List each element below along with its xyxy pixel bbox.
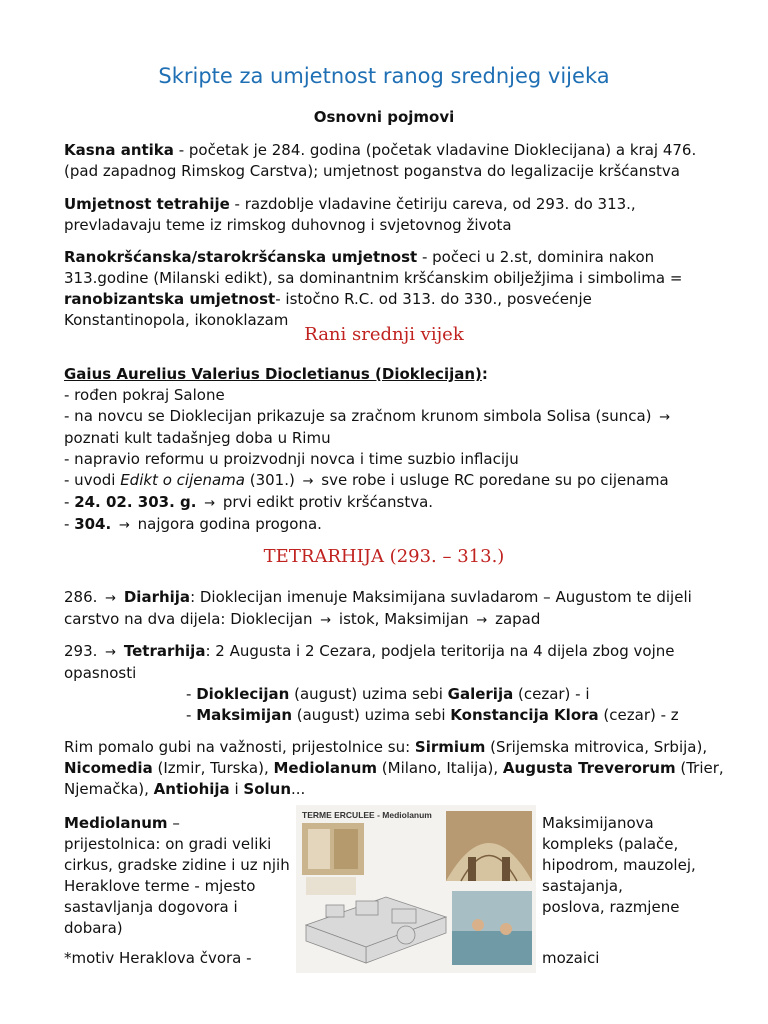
term-text: : Dioklecijan imenuje Maksimijana suvladarom – Augustom te dijeli <box>190 588 692 606</box>
mediolanum-right-column <box>542 813 712 918</box>
capitals-block <box>64 737 724 800</box>
column-line: cirkus, gradske zidine i uz njih <box>64 856 290 874</box>
arrow-icon: → <box>659 410 671 425</box>
term-text: - razdoblje vladavine četiriju careva, od 293. do 313., prevladavaju teme iz rimskog duhovnog i svjetovnog života <box>64 195 636 234</box>
bullet-line: - napravio reformu u proizvodnji novca i time suzbio inflaciju <box>64 450 519 468</box>
term-text-2: - istočno R.C. od 313. do 330., posvećenje Konstantinopola, ikonoklazam <box>64 290 592 329</box>
year-label: 304. <box>74 515 112 533</box>
city-name: Augusta Treverorum <box>502 759 676 777</box>
year-label: 286. <box>64 588 103 606</box>
bullet-prefix: - <box>64 515 75 533</box>
capitals-text: i <box>229 780 244 798</box>
ruler-text: (cezar) - z <box>598 706 679 724</box>
edict-year: (301.) <box>244 471 300 489</box>
bullet-line: - na novcu se Dioklecijan prikazuje sa zračnom krunom simbola Solisa (sunca) <box>64 407 657 425</box>
term-ranokrscanska <box>64 247 714 331</box>
capitals-text: (Izmir, Turska), <box>152 759 274 777</box>
term-label: Kasna antika <box>64 141 174 159</box>
city-name: Mediolanum <box>273 759 378 777</box>
terme-erculee-illustration <box>296 805 536 973</box>
term-label: Ranokršćanska/starokršćanska umjetnost <box>64 248 418 266</box>
term-label-2: ranobizantska umjetnost <box>64 290 276 308</box>
term-text: - početak je 284. godina (početak vladavine Dioklecijana) a kraj 476. (pad zapadnog Rimskog Carstva); umjetnost poganstva do legalizacije kršćanstva <box>64 141 697 180</box>
capitals-text: ... <box>291 780 306 798</box>
diocletian-heading: Gaius Aurelius Valerius Diocletianus (Dioklecijan) <box>64 365 482 383</box>
capitals-text: (Milano, Italija), <box>377 759 503 777</box>
term-text: opasnosti <box>64 664 137 682</box>
column-line: sastavljanja dogovora i <box>64 898 238 916</box>
column-line: Maksimijanova <box>542 814 654 832</box>
capitals-text: Rim pomalo gubi na važnosti, prijestolnice su: <box>64 738 415 756</box>
column-line: dobara) <box>64 919 123 937</box>
year-label: 293. <box>64 642 103 660</box>
column-line: sastajanja, <box>542 877 623 895</box>
capitals-text: Njemačka), <box>64 780 154 798</box>
capitals-text: (Trier, <box>675 759 724 777</box>
section-heading-rani-srednji-vijek: Rani srednji vijek <box>304 324 464 345</box>
heading-colon: : <box>481 365 488 383</box>
bullet-text: prvi edikt protiv kršćanstva. <box>218 493 434 511</box>
tetrarchy-block <box>64 641 714 726</box>
arrow-icon: → <box>105 645 117 660</box>
column-line: poslova, razmjene <box>542 898 680 916</box>
edict-title: Edikt o cijenama <box>120 471 245 489</box>
figure-caption: TERME ERCULEE - Mediolanum <box>302 810 432 820</box>
ruler-name: Maksimijan <box>196 706 292 724</box>
term-label: Umjetnost tetrahije <box>64 195 230 213</box>
mosaics-note: mozaici <box>542 949 600 967</box>
bullet-prefix: - uvodi <box>64 471 121 489</box>
arrow-icon: → <box>105 591 117 606</box>
bullet-text: najgora godina progona. <box>132 515 322 533</box>
term-text: carstvo na dva dijela: Dioklecijan <box>64 610 318 628</box>
arrow-icon: → <box>118 518 130 533</box>
arrow-icon: → <box>204 496 216 511</box>
term-text: : 2 Augusta i 2 Cezara, podjela teritorija na 4 dijela zbog vojne <box>205 642 675 660</box>
diarchy-block <box>64 587 714 631</box>
city-name: Sirmium <box>414 738 486 756</box>
column-line: prijestolnica: on gradi veliki <box>64 835 272 853</box>
ruler-name: Konstancija Klora <box>450 706 599 724</box>
document-subtitle: Osnovni pojmovi <box>313 108 455 126</box>
term-label: Mediolanum <box>64 814 168 832</box>
bullet-text: sve robe i usluge RC poredane su po cijenama <box>316 471 669 489</box>
document-title: Skripte za umjetnost ranog srednjeg vijeka <box>158 64 610 88</box>
section-heading-tetrarhija: TETRARHIJA (293. – 313.) <box>263 546 505 567</box>
bullet-prefix: - <box>186 706 197 724</box>
arrow-icon: → <box>302 474 314 489</box>
term-text: – <box>167 814 180 832</box>
city-name: Solun <box>243 780 291 798</box>
bullet-prefix: - <box>64 493 75 511</box>
arrow-icon: → <box>320 613 332 628</box>
heracles-knot-note: *motiv Heraklova čvora - <box>64 949 252 967</box>
diocletian-block <box>64 364 714 536</box>
reconstruction-drawing <box>296 805 536 973</box>
bullet-prefix: - <box>186 685 197 703</box>
column-line: kompleks (palače, <box>542 835 679 853</box>
term-label: Tetrarhija <box>123 642 206 660</box>
column-line: hipodrom, mauzolej, <box>542 856 696 874</box>
arrow-icon: → <box>476 613 488 628</box>
term-kasna-antika <box>64 140 714 182</box>
column-line: Heraklove terme - mjesto <box>64 877 256 895</box>
city-name: Nicomedia <box>64 759 153 777</box>
ruler-text: (cezar) - i <box>513 685 590 703</box>
bullet-line: poznati kult tadašnjeg doba u Rimu <box>64 429 331 447</box>
term-text: - počeci u 2.st, dominira nakon 313.godine (Milanski edikt), sa dominantnim kršćanskim obilježjima i simbolima = <box>64 248 683 287</box>
term-tetrarhija <box>64 194 714 236</box>
term-text: zapad <box>490 610 541 628</box>
ruler-name: Galerija <box>447 685 514 703</box>
city-name: Antiohija <box>153 780 230 798</box>
capitals-text: (Srijemska mitrovica, Srbija), <box>485 738 708 756</box>
date-label: 24. 02. 303. g. <box>74 493 197 511</box>
ruler-text: (august) uzima sebi <box>289 685 448 703</box>
ruler-name: Dioklecijan <box>196 685 290 703</box>
ruler-text: (august) uzima sebi <box>292 706 451 724</box>
term-text: istok, Maksimijan <box>334 610 474 628</box>
term-label: Diarhija <box>123 588 191 606</box>
bullet-line: - rođen pokraj Salone <box>64 386 225 404</box>
mediolanum-left-column <box>64 813 294 939</box>
